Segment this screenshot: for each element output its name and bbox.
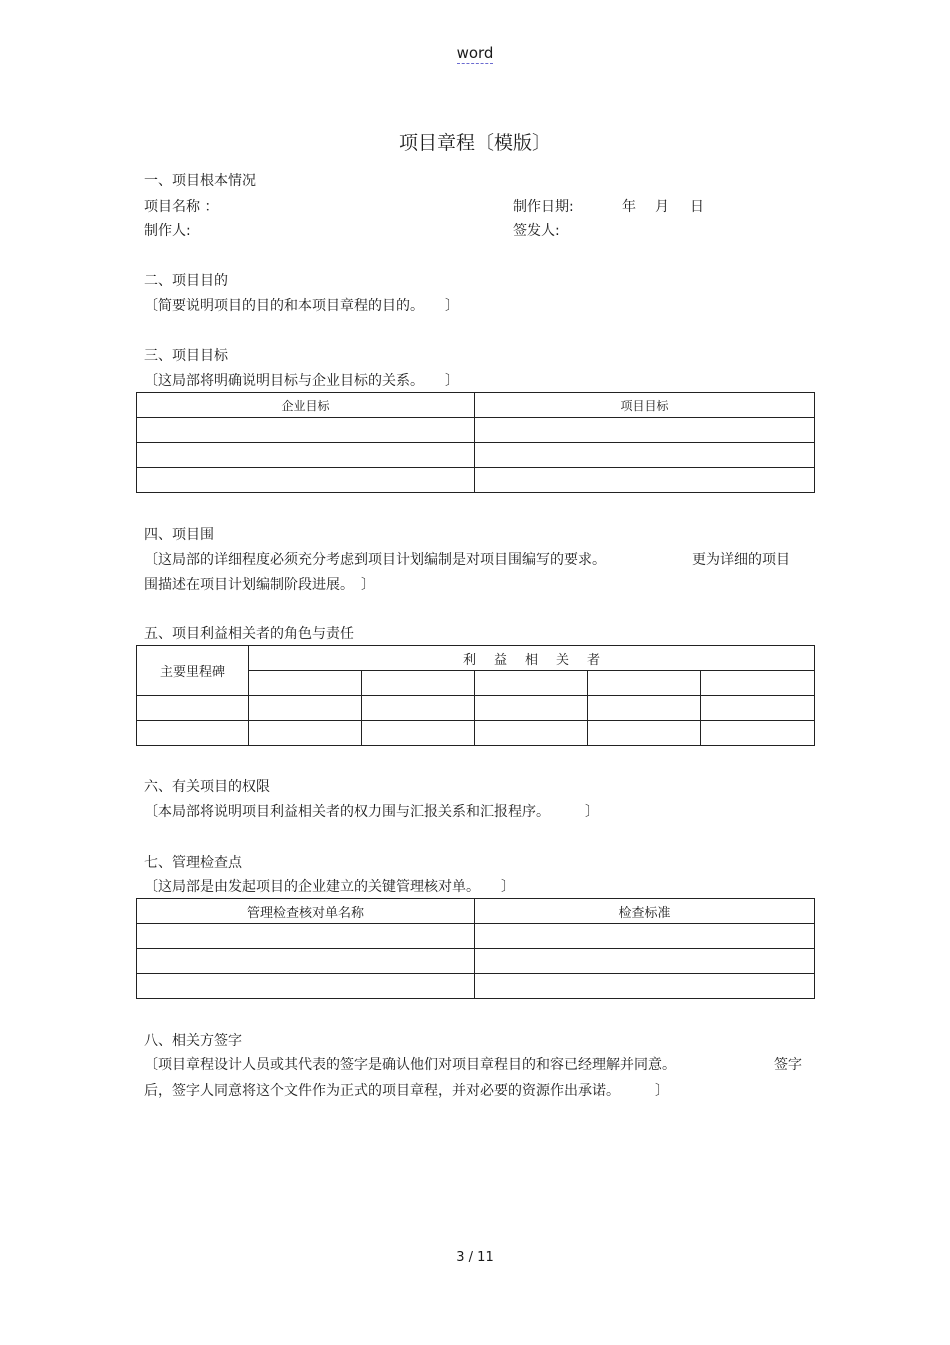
table-cell [137, 924, 475, 949]
checkpoints-table [136, 898, 815, 999]
table-cell [475, 949, 815, 974]
section-4-line2: 围描述在项目计划编制阶段进展。 〕 [144, 577, 375, 593]
col-checklist-name: 管理检查核对单名称 [137, 899, 475, 924]
table-cell [701, 721, 815, 746]
table-cell [475, 924, 815, 949]
section-2-note: 〔简要说明项目的目的和本项目章程的目的。 〕 [144, 298, 459, 314]
table-cell [362, 721, 475, 746]
section-8-line2: 后，签字人同意将这个文件作为正式的项目章程，并对必要的资源作出承诺。 〕 [144, 1083, 669, 1099]
section-1-heading: 一、项目根本情况 [144, 173, 256, 189]
table-cell [137, 468, 475, 493]
section-2-heading: 二、项目目的 [144, 273, 228, 289]
table-row [137, 924, 815, 949]
table-cell [362, 671, 475, 696]
table-cell [475, 974, 815, 999]
col-enterprise-goal: 企业目标 [137, 393, 475, 418]
section-3-note: 〔这局部将明确说明目标与企业目标的关系。 〕 [144, 373, 459, 389]
section-4-line1: 〔这局部的详细程度必须充分考虑到项目计划编制是对项目围编写的要求。 [144, 552, 606, 568]
section-6-note: 〔本局部将说明项目利益相关者的权力围与汇报关系和汇报程序。 〕 [144, 804, 599, 820]
table-row [137, 468, 815, 493]
objectives-table [136, 392, 815, 493]
table-cell [249, 721, 362, 746]
table-cell [137, 949, 475, 974]
section-7-heading: 七、管理检查点 [144, 855, 242, 871]
stakeholders-table [136, 645, 815, 746]
date-day: 日 [690, 199, 704, 215]
section-5-heading: 五、项目利益相关者的角色与责任 [144, 626, 354, 642]
table-row [137, 899, 815, 924]
milestone-header: 主要里程碑 [137, 646, 249, 696]
table-cell [137, 418, 475, 443]
table-cell [137, 974, 475, 999]
table-row [137, 949, 815, 974]
project-name-label: 项目名称 ： [144, 199, 219, 215]
section-4-line1-end: 更为详细的项目 [692, 552, 790, 568]
section-3-heading: 三、项目目标 [144, 348, 228, 364]
table-row [137, 393, 815, 418]
table-cell [362, 696, 475, 721]
section-4-heading: 四、项目围 [144, 527, 214, 543]
header-label: word [456, 44, 494, 62]
section-6-heading: 六、有关项目的权限 [144, 779, 270, 795]
table-row [137, 721, 815, 746]
section-8-line1: 〔项目章程设计人员或其代表的签字是确认他们对项目章程目的和容已经理解并同意。 [144, 1057, 676, 1073]
section-7-note: 〔这局部是由发起项目的企业建立的关键管理核对单。 〕 [144, 879, 515, 895]
table-cell [249, 696, 362, 721]
table-cell [137, 696, 249, 721]
table-cell [249, 671, 362, 696]
table-cell [475, 468, 815, 493]
author-label: 制作人: [144, 223, 191, 239]
stakeholders-header: 利益相关者 [249, 646, 815, 671]
table-cell [475, 418, 815, 443]
col-project-goal: 项目目标 [475, 393, 815, 418]
table-cell [475, 721, 588, 746]
table-row [137, 974, 815, 999]
date-label: 制作日期: [513, 199, 574, 215]
table-row [137, 418, 815, 443]
table-cell [701, 671, 815, 696]
document-title: 项目章程〔模版〕 [398, 132, 551, 154]
table-cell [137, 721, 249, 746]
table-cell [475, 671, 588, 696]
table-cell [137, 443, 475, 468]
page-header [0, 44, 950, 62]
table-cell [475, 443, 815, 468]
table-row [137, 443, 815, 468]
table-cell [701, 696, 815, 721]
date-year: 年 [622, 199, 636, 215]
col-check-standard: 检查标准 [475, 899, 815, 924]
table-cell [588, 696, 701, 721]
table-row [137, 646, 815, 671]
page-number: 3 / 11 [456, 1250, 494, 1265]
table-cell [475, 696, 588, 721]
issuer-label: 签发人: [513, 223, 560, 239]
section-8-heading: 八、相关方签字 [144, 1033, 242, 1049]
table-cell [588, 671, 701, 696]
section-8-line1-end: 签字 [774, 1057, 802, 1073]
date-month: 月 [655, 199, 669, 215]
table-row [137, 696, 815, 721]
table-cell [588, 721, 701, 746]
